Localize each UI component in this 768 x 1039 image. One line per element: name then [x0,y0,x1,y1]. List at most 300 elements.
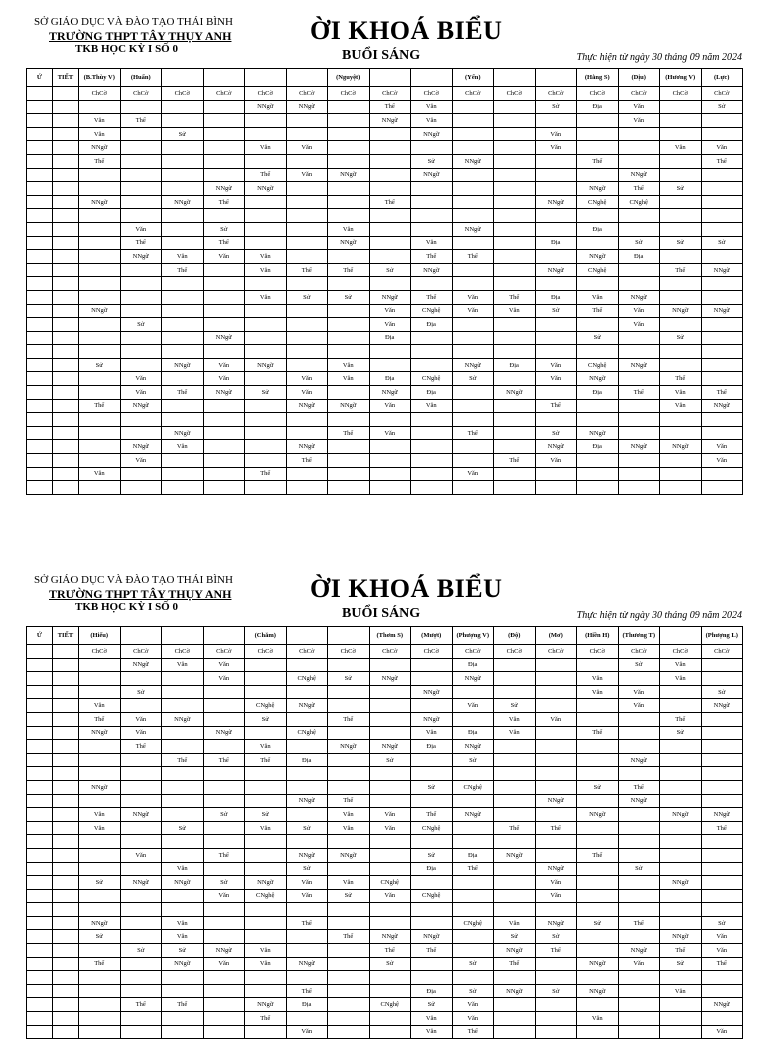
table-cell: Sử [245,386,287,400]
table-cell: NNgữ [203,944,245,958]
table-cell [701,889,743,903]
table-cell [203,1012,245,1026]
table-cell: NNgữ [452,154,494,168]
table-cell: ChCờ [162,87,204,101]
table-cell: Địa [494,358,536,372]
table-cell [245,127,287,141]
table-row [27,141,743,155]
table-cell [27,426,53,440]
column-header: (Chăm) [245,627,287,645]
table-cell [701,250,743,264]
table-row [27,862,743,876]
table-cell [203,263,245,277]
table-cell [328,440,370,454]
table-cell: Thể [245,753,287,767]
table-cell: Sử [701,685,743,699]
table-cell [701,862,743,876]
table-cell [53,1025,79,1039]
table-cell [53,372,79,386]
table-cell [53,903,79,917]
table-cell: Thể [452,1025,494,1039]
table-cell: Thể [369,944,411,958]
table-cell [27,848,53,862]
table-cell: ChCờ [577,87,619,101]
table-cell: ChCờ [79,87,121,101]
table-cell: Sử [79,358,121,372]
table-cell [162,726,204,740]
table-cell [27,862,53,876]
table-cell [452,454,494,468]
table-cell: Địa [411,862,453,876]
table-cell [79,1012,121,1026]
table-cell [245,903,287,917]
table-cell [53,767,79,781]
table-cell: NNgữ [618,168,660,182]
table-cell [328,277,370,291]
table-cell [245,848,287,862]
table-cell: Sử [162,127,204,141]
table-cell: NNgữ [660,930,702,944]
table-cell: Văn [660,984,702,998]
table-cell [535,848,577,862]
table-cell: CNghệ [286,726,328,740]
table-cell [120,195,162,209]
table-cell [369,168,411,182]
table-cell [660,780,702,794]
table-cell: NNgữ [120,399,162,413]
table-cell: Sử [369,263,411,277]
table-cell: Sử [618,658,660,672]
table-cell [203,454,245,468]
table-cell [452,767,494,781]
table-cell [369,1012,411,1026]
table-cell [494,141,536,155]
table-cell [245,209,287,223]
table-cell [203,740,245,754]
table-cell: Văn [369,808,411,822]
table-cell [245,318,287,332]
table-cell [369,345,411,359]
table-cell: NNgữ [286,399,328,413]
table-cell [120,263,162,277]
table-cell [286,331,328,345]
table-cell [701,222,743,236]
table-cell [328,685,370,699]
table-cell: Văn [79,808,121,822]
table-cell [452,413,494,427]
table-cell [494,277,536,291]
table-cell [660,821,702,835]
table-cell: Văn [535,358,577,372]
table-row [27,318,743,332]
table-cell [701,726,743,740]
table-row [27,672,743,686]
table-cell [79,209,121,223]
table-cell [53,645,79,659]
table-cell: Thể [328,263,370,277]
table-row [27,100,743,114]
table-cell [411,413,453,427]
table-cell [535,767,577,781]
table-cell [452,835,494,849]
table-cell [203,835,245,849]
table-cell: Thể [577,154,619,168]
table-cell [535,222,577,236]
table-cell [203,971,245,985]
table-cell [660,195,702,209]
table-row [27,685,743,699]
table-cell [660,848,702,862]
table-cell [328,1025,370,1039]
table-cell [660,222,702,236]
table-cell: Thể [79,712,121,726]
table-cell [577,712,619,726]
table-cell [245,835,287,849]
table-cell [369,903,411,917]
table-cell: Địa [369,331,411,345]
table-cell [53,957,79,971]
table-cell [369,141,411,155]
table-cell [79,984,121,998]
table-cell: Sử [494,930,536,944]
table-row [27,87,743,101]
table-cell: Sử [203,808,245,822]
table-cell: Sử [286,862,328,876]
table-cell [660,767,702,781]
table-cell: Văn [618,114,660,128]
table-cell: NNgữ [245,100,287,114]
table-cell [203,916,245,930]
table-cell [660,998,702,1012]
table-cell: Sử [328,889,370,903]
table-cell [79,182,121,196]
table-cell [535,971,577,985]
table-cell: Văn [328,372,370,386]
table-cell [53,236,79,250]
table-cell [53,399,79,413]
table-cell: Văn [701,930,743,944]
table-cell [162,345,204,359]
table-cell: NNgữ [120,658,162,672]
table-row [27,835,743,849]
table-cell [577,903,619,917]
table-cell [53,712,79,726]
table-cell: Thể [535,821,577,835]
table-row [27,440,743,454]
table-cell: Văn [577,672,619,686]
table-row [27,331,743,345]
table-cell: ChCờ [660,645,702,659]
table-cell: NNgữ [535,916,577,930]
table-cell: NNgữ [535,440,577,454]
table-row [27,236,743,250]
table-cell [120,767,162,781]
table-cell [618,876,660,890]
table-cell [120,100,162,114]
table-cell [162,984,204,998]
table-cell: Sử [120,944,162,958]
table-cell [120,971,162,985]
table-cell [162,780,204,794]
table-cell [494,440,536,454]
table-cell [618,903,660,917]
table-cell [577,658,619,672]
table-cell [494,222,536,236]
table-cell [245,399,287,413]
table-cell: Sử [286,821,328,835]
table-cell [494,753,536,767]
table-cell [120,984,162,998]
table-cell [203,114,245,128]
table-cell: ChCờ [369,645,411,659]
table-cell: Văn [79,114,121,128]
column-header: (Hiếu) [79,627,121,645]
table-cell [162,154,204,168]
table-cell [577,821,619,835]
table-cell [203,685,245,699]
table-cell [27,399,53,413]
table-cell [452,685,494,699]
table-cell: Thể [245,1012,287,1026]
table-cell: NNgữ [162,426,204,440]
table-cell: NNgữ [494,984,536,998]
table-cell [452,712,494,726]
column-header: (Phượng L) [701,627,743,645]
table-cell [245,780,287,794]
column-header: (Độ) [494,627,536,645]
table-cell: NNgữ [701,263,743,277]
table-cell [369,916,411,930]
table-cell: NNgữ [701,808,743,822]
table-cell [27,372,53,386]
table-cell [27,87,53,101]
table-cell [452,821,494,835]
table-cell [79,862,121,876]
table-cell: Thể [535,399,577,413]
timetable-page-1 [0,0,768,478]
table-row [27,1025,743,1039]
table-cell [535,168,577,182]
department-name: SỞ GIÁO DỤC VÀ ĐÀO TẠO THÁI BÌNH [34,16,233,28]
table-cell [245,413,287,427]
table-cell [494,250,536,264]
table-cell [162,672,204,686]
table-cell [369,454,411,468]
table-cell [494,345,536,359]
table-cell: Sử [660,331,702,345]
table-cell [120,821,162,835]
table-cell: NNgữ [245,998,287,1012]
table-cell: NNgữ [411,263,453,277]
table-cell [27,154,53,168]
column-header [369,69,411,87]
header-row [27,69,743,87]
effective-date: Thực hiện từ ngày 30 tháng 09 năm 2024 [576,610,742,621]
table-cell [701,182,743,196]
table-cell [245,794,287,808]
table-row [27,358,743,372]
table-cell: Văn [203,957,245,971]
table-cell: Văn [120,222,162,236]
table-cell [27,100,53,114]
table-cell [701,372,743,386]
table-cell [701,277,743,291]
table-cell [369,835,411,849]
table-cell [286,971,328,985]
table-cell [120,930,162,944]
table-cell [328,454,370,468]
table-cell [120,699,162,713]
table-cell [577,835,619,849]
table-cell: Sử [411,780,453,794]
table-cell [203,304,245,318]
table-cell [328,998,370,1012]
table-cell: Văn [701,1025,743,1039]
table-cell: Văn [328,876,370,890]
table-row [27,454,743,468]
table-cell: NNgữ [328,848,370,862]
table-cell [27,685,53,699]
table-cell: Thể [245,467,287,481]
table-cell [535,672,577,686]
column-header [328,627,370,645]
table-cell: Văn [203,889,245,903]
table-cell [660,916,702,930]
table-cell [494,318,536,332]
table-cell [120,345,162,359]
table-cell: ChCờ [577,645,619,659]
table-cell: Thể [369,195,411,209]
table-cell: Thể [618,386,660,400]
table-cell: Văn [162,440,204,454]
table-cell [79,318,121,332]
table-cell [577,889,619,903]
table-cell [162,481,204,495]
table-cell: NNgữ [162,712,204,726]
table-cell: Sử [535,426,577,440]
table-cell [618,889,660,903]
table-cell [411,699,453,713]
table-cell [53,413,79,427]
table-cell [286,277,328,291]
table-cell: Thể [328,794,370,808]
table-cell [452,481,494,495]
table-cell [701,168,743,182]
table-cell: NNgữ [203,726,245,740]
table-cell [328,481,370,495]
table-row [27,699,743,713]
table-cell: Văn [245,957,287,971]
table-cell [577,345,619,359]
table-cell [701,209,743,223]
table-cell [411,454,453,468]
table-cell [494,236,536,250]
table-cell [577,454,619,468]
table-cell [286,903,328,917]
table-row [27,209,743,223]
table-cell: Thể [494,454,536,468]
table-cell: Thể [577,726,619,740]
table-cell [660,481,702,495]
table-cell [27,358,53,372]
table-cell [53,277,79,291]
table-row [27,998,743,1012]
table-cell: Sử [411,998,453,1012]
column-header: (Dịu) [618,69,660,87]
table-cell [203,440,245,454]
table-cell: Văn [452,467,494,481]
table-cell: Thể [618,182,660,196]
table-cell [660,345,702,359]
table-cell [162,767,204,781]
table-cell [79,794,121,808]
table-cell [27,740,53,754]
table-cell: Sử [452,372,494,386]
table-cell [494,780,536,794]
table-cell [577,236,619,250]
table-cell [701,753,743,767]
table-cell [494,426,536,440]
table-cell [203,141,245,155]
table-cell: ChCờ [245,645,287,659]
table-cell [369,712,411,726]
table-cell [53,195,79,209]
table-cell [53,740,79,754]
table-cell [494,835,536,849]
table-cell: Văn [452,699,494,713]
table-cell [120,209,162,223]
table-cell: NNgữ [328,399,370,413]
table-cell [494,263,536,277]
table-cell [53,971,79,985]
table-cell: NNgữ [618,794,660,808]
table-cell [411,467,453,481]
table-cell [618,767,660,781]
table-cell [27,141,53,155]
table-cell [53,263,79,277]
table-cell [27,290,53,304]
table-cell: Văn [79,821,121,835]
table-cell [660,454,702,468]
table-cell [27,672,53,686]
table-cell [618,413,660,427]
table-cell: NNgữ [162,957,204,971]
table-cell [411,358,453,372]
table-cell [660,903,702,917]
table-cell: ChCờ [286,645,328,659]
table-cell [494,168,536,182]
table-cell: Văn [660,672,702,686]
table-cell [535,998,577,1012]
table-cell [328,250,370,264]
table-cell [494,1012,536,1026]
table-cell: Sử [328,290,370,304]
table-cell: NNgữ [701,998,743,1012]
table-row [27,740,743,754]
table-cell: NNgữ [120,876,162,890]
table-cell: NNgữ [369,290,411,304]
table-cell: Văn [618,100,660,114]
table-cell: Thể [120,998,162,1012]
table-cell [27,331,53,345]
table-cell: Thể [328,930,370,944]
table-cell: ChCờ [660,87,702,101]
table-cell [203,794,245,808]
table-cell: NNgữ [577,372,619,386]
table-cell [369,971,411,985]
table-cell: Địa [577,386,619,400]
table-cell [535,740,577,754]
